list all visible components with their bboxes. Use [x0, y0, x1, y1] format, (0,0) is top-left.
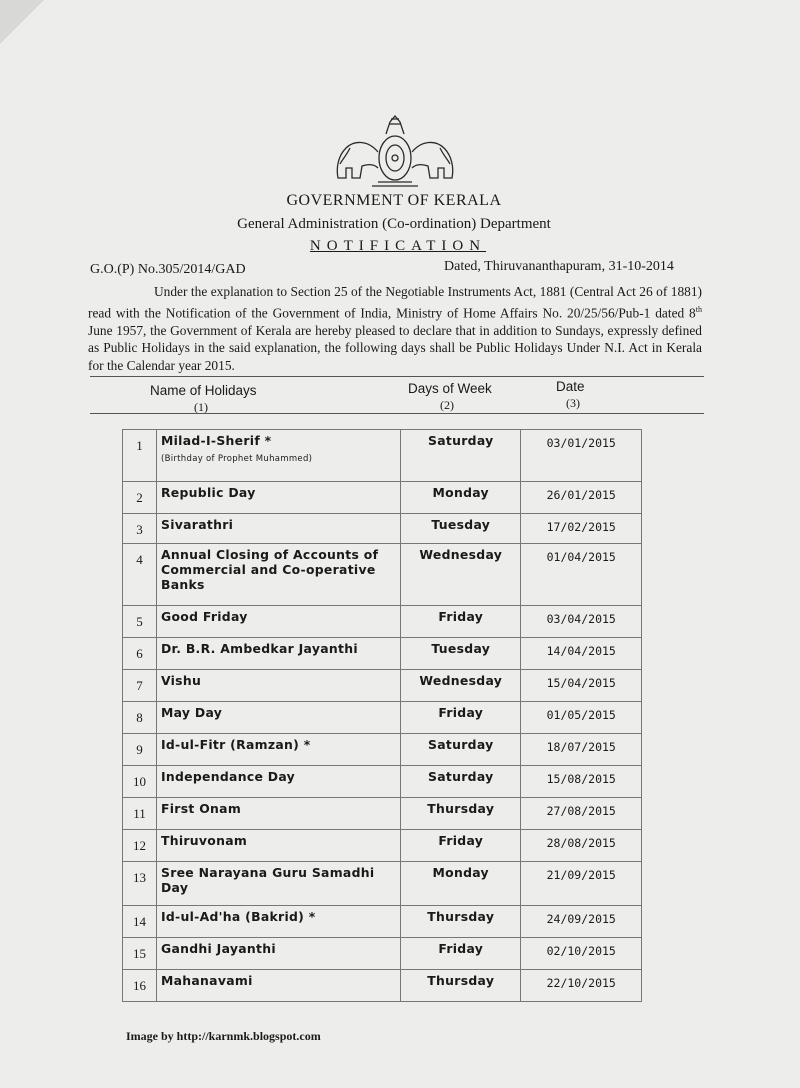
day-of-week-text: Saturday: [428, 737, 494, 752]
day-of-week: [401, 830, 521, 862]
holiday-date-text: 01/05/2015: [546, 708, 616, 722]
folded-corner: [0, 0, 44, 44]
day-of-week: [401, 482, 521, 514]
day-of-week: [401, 970, 521, 1002]
day-of-week: [401, 906, 521, 938]
serial-number-text: 14: [132, 914, 146, 929]
holiday-name-text: Good Friday: [160, 609, 248, 624]
serial-number: [123, 906, 157, 938]
holiday-date: [521, 938, 642, 970]
holiday-date-text: 03/04/2015: [546, 612, 616, 626]
holiday-row: [123, 766, 642, 798]
holiday-name-text: Republic Day: [160, 485, 256, 500]
holiday-date: [521, 514, 642, 544]
holiday-date-text: 22/10/2015: [546, 976, 616, 990]
holiday-row: [123, 638, 642, 670]
holiday-row: [123, 734, 642, 766]
serial-number-text: 7: [136, 678, 143, 693]
holiday-name-text: Gandhi Jayanthi: [160, 941, 276, 956]
holiday-date: [521, 906, 642, 938]
holiday-name: [156, 970, 400, 1002]
holiday-date-text: 21/09/2015: [546, 868, 616, 882]
serial-number: [123, 514, 157, 544]
header-rule-bottom: [90, 413, 704, 414]
holiday-date-text: 03/01/2015: [546, 436, 616, 450]
day-of-week-text: Friday: [438, 609, 484, 624]
day-of-week-text: Wednesday: [419, 673, 503, 688]
serial-number-text: 13: [132, 870, 146, 885]
serial-number: [123, 938, 157, 970]
day-of-week-text: Thursday: [427, 909, 495, 924]
holiday-name: [156, 430, 400, 482]
serial-number: [123, 544, 157, 606]
holiday-row: [123, 606, 642, 638]
holiday-name: [156, 606, 400, 638]
day-of-week: [401, 670, 521, 702]
serial-number-text: 6: [136, 646, 143, 661]
department-title: General Administration (Co-ordination) Department: [237, 216, 551, 232]
holiday-date-text: 02/10/2015: [546, 944, 616, 958]
serial-number-text: 9: [136, 742, 143, 757]
holiday-name-text: Annual Closing of Accounts of Commercial and Co-operative Banks: [160, 547, 379, 592]
day-of-week-text: Friday: [438, 833, 484, 848]
serial-number: [123, 734, 157, 766]
holiday-name-text: Id-ul-Fitr (Ramzan) *: [160, 737, 311, 752]
holiday-date: [521, 544, 642, 606]
holiday-date: [521, 862, 642, 906]
holiday-date: [521, 430, 642, 482]
holiday-name: [156, 482, 400, 514]
day-of-week: [401, 638, 521, 670]
holiday-row: [123, 514, 642, 544]
column-header-day: Days of Week: [408, 381, 492, 396]
notification-body: [88, 283, 702, 374]
holiday-name-text: Sree Narayana Guru Samadhi Day: [160, 865, 375, 895]
holiday-name-text: Vishu: [160, 673, 202, 688]
holiday-row: [123, 970, 642, 1002]
holiday-name: [156, 670, 400, 702]
day-of-week-text: Tuesday: [431, 517, 491, 532]
kerala-emblem-icon: [328, 112, 462, 192]
holiday-name-text: Id-ul-Ad'ha (Bakrid) *: [160, 909, 316, 924]
serial-number: [123, 798, 157, 830]
holiday-date: [521, 670, 642, 702]
holiday-date-text: 26/01/2015: [546, 488, 616, 502]
serial-number-text: 11: [133, 806, 146, 821]
body-superscript: th: [695, 304, 702, 314]
column-header-date: Date: [556, 379, 585, 394]
serial-number-text: 5: [136, 614, 143, 629]
holiday-name: [156, 544, 400, 606]
holiday-name: [156, 734, 400, 766]
serial-number: [123, 970, 157, 1002]
serial-number: [123, 638, 157, 670]
column-number-3: (3): [566, 396, 580, 410]
holiday-row: [123, 862, 642, 906]
day-of-week: [401, 544, 521, 606]
day-of-week-text: Saturday: [428, 433, 494, 448]
holiday-date: [521, 638, 642, 670]
holiday-name: [156, 514, 400, 544]
holiday-date-text: 18/07/2015: [546, 740, 616, 754]
serial-number: [123, 430, 157, 482]
holiday-date: [521, 482, 642, 514]
holiday-date: [521, 830, 642, 862]
holiday-date-text: 17/02/2015: [546, 520, 616, 534]
day-of-week-text: Friday: [438, 941, 484, 956]
serial-number: [123, 606, 157, 638]
body-part-1: Under the explanation to Section 25 of the Negotiable Instruments Act, 1881 (Central Act 26 of 1881) read with the Notification of the Government of India, Ministry of Home Affairs No. 20/25/56/Pub-1 dated 8: [88, 284, 702, 321]
holiday-name: [156, 906, 400, 938]
holiday-row: [123, 830, 642, 862]
holiday-name-text: Mahanavami: [160, 973, 253, 988]
holiday-date: [521, 734, 642, 766]
holiday-row: [123, 938, 642, 970]
day-of-week: [401, 514, 521, 544]
day-of-week: [401, 862, 521, 906]
body-part-2: June 1957, the Government of Kerala are hereby pleased to declare that in addition to Sundays, expressly defined as Public Holidays in the said explanation, the following days shall be Public Holidays Under N.I. Act in Kerala for the Calendar year 2015.: [88, 322, 702, 373]
holiday-date-text: 15/08/2015: [546, 772, 616, 786]
holiday-name-text: First Onam: [160, 801, 242, 816]
holiday-date: [521, 970, 642, 1002]
notification-heading: NOTIFICATION: [309, 238, 487, 254]
holiday-row: [123, 702, 642, 734]
day-of-week-text: Saturday: [428, 769, 494, 784]
holiday-note: (Birthday of Prophet Muhammed): [160, 454, 313, 464]
day-of-week: [401, 430, 521, 482]
holiday-name: [156, 938, 400, 970]
serial-number-text: 2: [136, 490, 143, 505]
serial-number: [123, 862, 157, 906]
holiday-name-text: Dr. B.R. Ambedkar Jayanthi: [160, 641, 358, 656]
column-number-1: (1): [194, 400, 208, 414]
holiday-date: [521, 766, 642, 798]
holiday-date: [521, 606, 642, 638]
holiday-date-text: 15/04/2015: [546, 676, 616, 690]
serial-number-text: 10: [132, 774, 146, 789]
serial-number-text: 15: [132, 946, 146, 961]
day-of-week: [401, 734, 521, 766]
serial-number-text: 8: [136, 710, 143, 725]
footer-credit: Image by http://karnmk.blogspot.com: [126, 1029, 321, 1043]
holiday-date-text: 14/04/2015: [546, 644, 616, 658]
day-of-week-text: Wednesday: [419, 547, 503, 562]
holiday-date: [521, 702, 642, 734]
holidays-table: [122, 429, 642, 1002]
column-number-2: (2): [440, 398, 454, 412]
holiday-date-text: 24/09/2015: [546, 912, 616, 926]
holiday-row: [123, 670, 642, 702]
serial-number-text: 12: [132, 838, 146, 853]
holiday-name: [156, 638, 400, 670]
holiday-row: [123, 798, 642, 830]
order-number: G.O.(P) No.305/2014/GAD: [90, 262, 246, 277]
holiday-name-text: May Day: [160, 705, 223, 720]
serial-number-text: 4: [136, 552, 143, 567]
holiday-row: [123, 906, 642, 938]
holiday-row: [123, 482, 642, 514]
day-of-week: [401, 766, 521, 798]
day-of-week-text: Thursday: [427, 801, 495, 816]
day-of-week: [401, 606, 521, 638]
holiday-date-text: 01/04/2015: [546, 550, 616, 564]
holiday-name: [156, 798, 400, 830]
serial-number-text: 16: [132, 978, 146, 993]
holiday-date-text: 28/08/2015: [546, 836, 616, 850]
holiday-name-text: Thiruvonam: [160, 833, 248, 848]
holiday-name: [156, 830, 400, 862]
day-of-week-text: Tuesday: [431, 641, 491, 656]
serial-number: [123, 830, 157, 862]
holiday-name-text: Sivarathri: [160, 517, 234, 532]
day-of-week: [401, 702, 521, 734]
serial-number: [123, 702, 157, 734]
day-of-week-text: Thursday: [427, 973, 495, 988]
holiday-date: [521, 798, 642, 830]
holiday-date-text: 27/08/2015: [546, 804, 616, 818]
day-of-week-text: Friday: [438, 705, 484, 720]
holiday-name-text: Milad-I-Sherif *: [160, 433, 272, 448]
day-of-week-text: Monday: [432, 865, 489, 880]
holiday-name: [156, 702, 400, 734]
day-of-week: [401, 798, 521, 830]
day-of-week: [401, 938, 521, 970]
holiday-name: [156, 862, 400, 906]
holidays-table-body: [123, 430, 642, 1002]
serial-number-text: 3: [136, 522, 143, 537]
header-rule-top: [90, 376, 704, 377]
day-of-week-text: Monday: [432, 485, 489, 500]
column-header-name: Name of Holidays: [150, 383, 257, 398]
serial-number: [123, 766, 157, 798]
holiday-name: [156, 766, 400, 798]
serial-number: [123, 670, 157, 702]
serial-number-text: 1: [136, 438, 143, 453]
serial-number: [123, 482, 157, 514]
date-line: Dated, Thiruvananthapuram, 31-10-2014: [444, 259, 674, 274]
holiday-row: [123, 544, 642, 606]
holiday-row: [123, 430, 642, 482]
holiday-name-text: Independance Day: [160, 769, 296, 784]
government-title: GOVERNMENT OF KERALA: [286, 192, 502, 209]
